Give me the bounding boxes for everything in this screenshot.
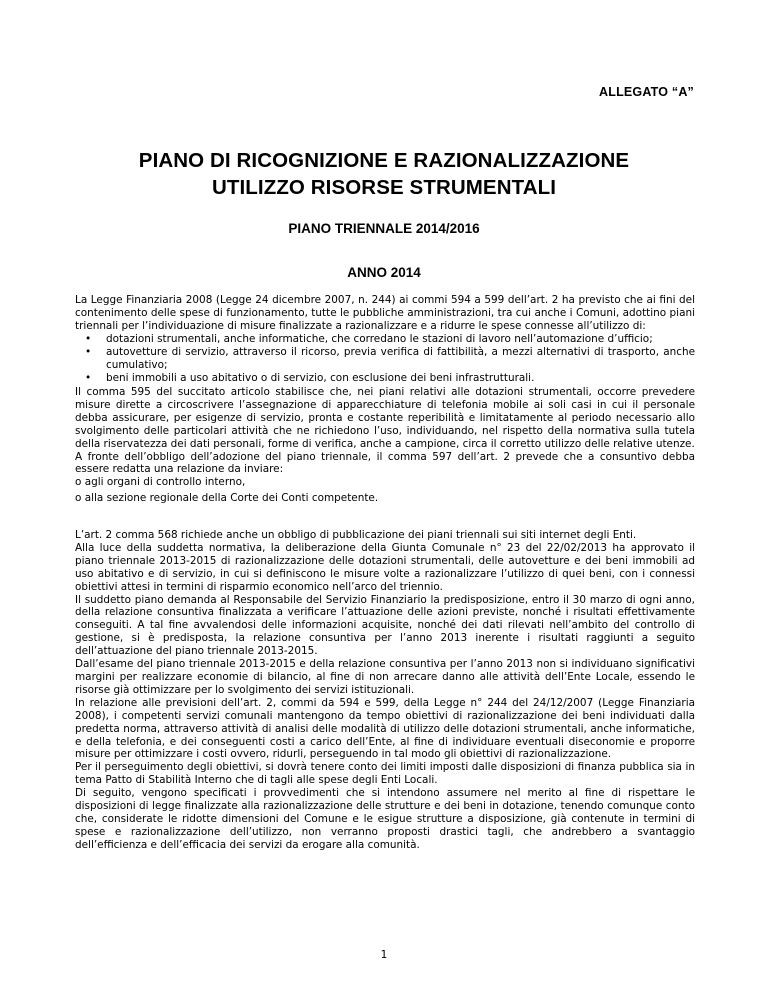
paragraph: o alla sezione regionale della Corte dei Conti competente. xyxy=(75,492,379,505)
paragraph: Il comma 595 del succitato articolo stabilisce che, nei piani relativi alle dotazioni strumentali, occorre prevedere misure dirette a circoscrivere l’assegnazione di apparecchiature di telefonia mobile ai soli casi in cui il personale debba assicurare, per esigenze di servizio, pronta e costante reperibilità e limitatamente al periodo necessario allo svolgimento delle particolari attività che ne richiedono l’uso, individuando, nel rispetto della normativa sulla tutela della riservatezza dei dati personali, forme di verifica, anche a campione, circa il corretto utilizzo delle relative utenze. xyxy=(75,386,695,450)
paragraph: In relazione alle previsioni dell’art. 2, commi da 594 e 599, della Legge n° 244 del 24/12/2007 (Legge Finanziaria 2008), i competenti servizi comunali mantengono da tempo obiettivi di razionalizzazione dei beni individuati dalla predetta norma, attraverso attività di analisi delle modalità di utilizzo delle dotazioni strumentali, anche informatiche, e della telefonia, e dei conseguenti costi a carico dell’Ente, al fine di individuare eventuali diseconomie e proporre misure per ottimizzare i costi ovvero, ridurli, perseguendo in tal modo gli obiettivi di razionalizzazione. xyxy=(75,696,695,761)
list-item xyxy=(75,333,695,346)
title-line-1: PIANO DI RICOGNIZIONE E RAZIONALIZZAZIONE xyxy=(138,149,630,172)
bullet-icon: • xyxy=(85,371,92,384)
list-item-text: autovetture di servizio, attraverso il ricorso, previa verifica di fattibilità, a mezzi alternativi di trasporto, anche cumulativo; xyxy=(106,345,695,371)
page-number: 1 xyxy=(380,949,388,961)
paragraph: L’art. 2 comma 568 richiede anche un obbligo di pubblicazione dei piani triennali sui siti internet degli Enti. xyxy=(75,529,637,541)
paragraph: Alla luce della suddetta normativa, la deliberazione della Giunta Comunale n° 23 del 22/02/2013 ha approvato il piano triennale 2013-2015 di razionalizzazione delle dotazioni strumentali, delle autovetture e dei beni immobili ad uso abitativo e di servizio, in cui si definiscono le misure volte a razionalizzare l’utilizzo di quei beni, con i connessi obiettivi attesi in termini di risparmio economico nell’arco del triennio. xyxy=(75,541,695,593)
paragraph: Di seguito, vengono specificati i provvedimenti che si intendono assumere nel merito al fine di rispettare le disposizioni di legge finalizzate alla razionalizzazione delle strutture e dei beni in dotazione, tenendo comunque conto che, considerate le ridotte dimensioni del Comune e le esigue strutture a disposizione, già contenute in termini di spese e razionalizzazione dell’utilizzo, non verranno proposti drastici tagli, che andrebbero a svantaggio dell’efficienza e dell’efficacia dei servizi da erogare alla comunità. xyxy=(75,787,695,851)
paragraph: Per il perseguimento degli obiettivi, si dovrà tenere conto dei limiti imposti dalle disposizioni di finanza pubblica sia in tema Patto di Stabilità Interno che di tagli alle spese degli Enti Locali. xyxy=(75,761,695,787)
list-item-text: dotazioni strumentali, anche informatiche, che corredano le stazioni di lavoro nell’automazione d’ufficio; xyxy=(106,333,653,345)
title-line-2: UTILIZZO RISORSE STRUMENTALI xyxy=(211,176,557,199)
document-title xyxy=(0,147,768,201)
paragraph: Il suddetto piano demanda al Responsabile del Servizio Finanziario la predisposizione, entro il 30 marzo di ogni anno, della relazione consuntiva finalizzata a verificare l’attuazione delle azioni previste, nonché i risultati effettivamente conseguiti. A tal fine avvalendosi delle informazioni acquisite, nonché dei dati rilevati nell’ambito del controllo di gestione, si è predisposta, la relazione consuntiva per l’anno 2013 inerente i risultati raggiunti a seguito dell’attuazione del piano triennale 2013-2015. xyxy=(75,593,695,658)
comma-595-section xyxy=(75,386,695,505)
bullet-icon: • xyxy=(85,333,92,345)
attachment-label: ALLEGATO “A” xyxy=(599,85,694,99)
plan-period-heading: PIANO TRIENNALE 2014/2016 xyxy=(288,221,480,236)
comma-568-section xyxy=(75,529,695,852)
list-item xyxy=(75,346,695,372)
bullet-icon: • xyxy=(85,345,92,358)
paragraph: A fronte dell’obbligo dell’adozione del piano triennale, il comma 597 dell’art. 2 prevede che a consuntivo debba essere redatta una relazione da inviare: xyxy=(75,450,695,476)
intro-paragraph xyxy=(75,294,695,333)
intro-text: La Legge Finanziaria 2008 (Legge 24 dicembre 2007, n. 244) ai commi 594 a 599 dell’art. 2 ha previsto che ai fini del contenimento delle spese di funzionamento, tutte le pubbliche amministrazioni, tra cui anche i Comuni, adottino piani triennali per l’individuazione di misure finalizzate a razionalizzare e a ridurre le spese connesse all’utilizzo di: xyxy=(75,294,695,332)
resource-bullet-list xyxy=(75,333,695,385)
paragraph: o agli organi di controllo interno, xyxy=(75,476,246,489)
paragraph: Dall’esame del piano triennale 2013-2015 e della relazione consuntiva per l’anno 2013 non si individuano significativi margini per realizzare economie di bilancio, al fine di non arrecare danno alle attività dell’Ente Locale, essendo le risorse già ottimizzare per lo svolgimento dei servizi istituzionali. xyxy=(75,658,695,696)
list-item xyxy=(75,372,695,385)
list-item-text: beni immobili a uso abitativo o di servizio, con esclusione dei beni infrastrutturali. xyxy=(106,371,535,384)
year-heading: ANNO 2014 xyxy=(347,265,421,280)
